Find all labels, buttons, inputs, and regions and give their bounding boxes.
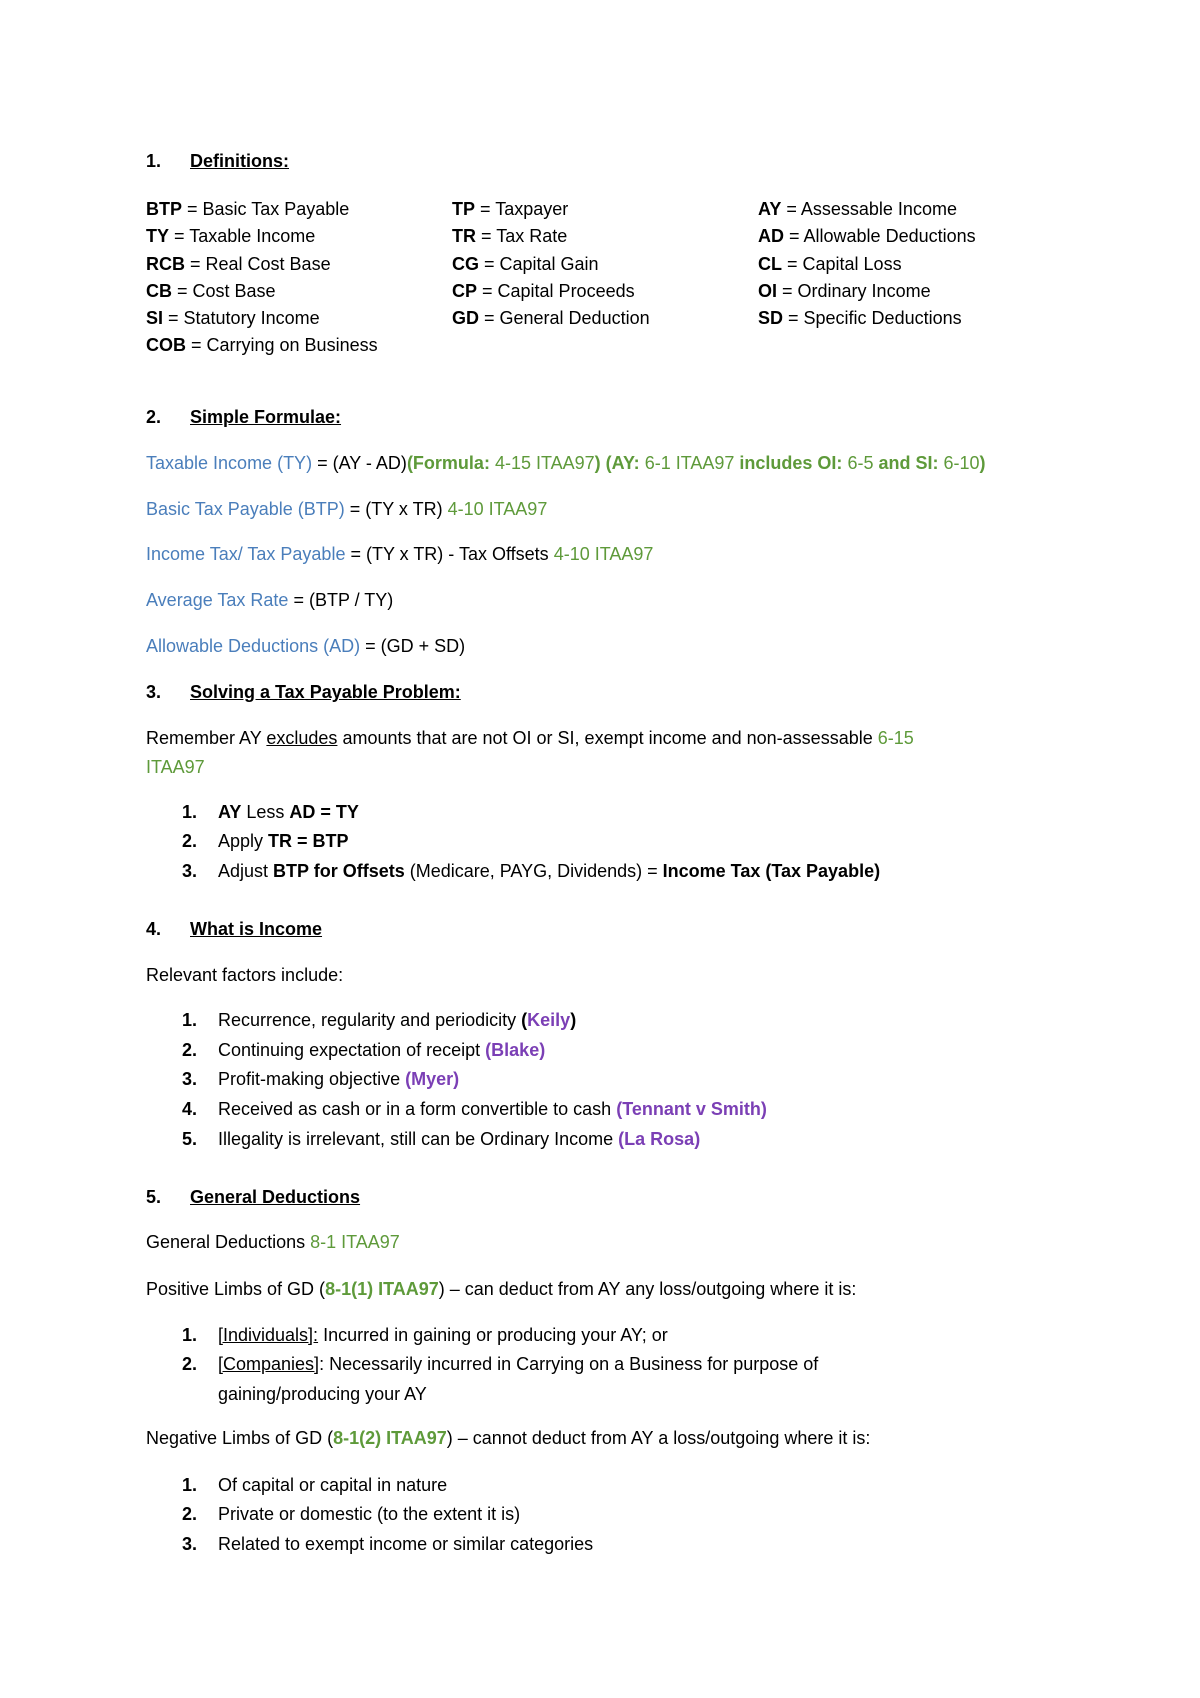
document-page: 1. Definitions: BTP = Basic Tax Payable TY = Taxable Income RCB = Real Cost Base CB = Cost Base SI = Statutory Income COB = Carrying on Business TP = Taxpayer TR = Tax Rate CG = Capital Gain CP = Capital Proceeds GD = General Deduction AY = Assessable Income AD = Allowable Deductions CL = Capital Loss OI = Ordinary Income SD = Specific Deductions 2. Simple Formulae: Taxable Income (TY) = (AY - AD)(Formula: 4-15 ITAA97) (AY: 6-1 ITAA97 includes OI: 6-5 and SI: 6-10) Basic Tax Payable (BTP) = (TY x TR) 4-10 ITAA97 Income Tax/ Tax Payable = (TY x TR) - Tax Offsets 4-10 ITAA97 Average Tax Rate = (BTP / TY) Allowable Deductions (AD) = (GD + SD) 3. Solving a Tax Payable Problem: Remember AY excludes amounts that are not OI or SI, exempt income and non-assessable 6-15 ITAA97 1. AY Less AD = TY 2. Apply TR = BTP 3. Adjust BTP for Offsets (Medicare, PAYG, Dividends) = Income Tax (Tax Payable) 4. What is Income Relevant factors include: 1. Recurrence, regularity and periodicity (Keily) 2. Continuing expectation of receipt (Blake) 3. Profit-making objective (Myer) 4. Received as cash or in a form convertible to cash (Tennant v Smith) 5. Illegality is irrelevant, still can be Ordinary Income (La Rosa) 5. General Deductions General Deductions 8-1 ITAA97 Positive Limbs of GD (8-1(1) ITAA97) – can deduct from AY any loss/outgoing where it is: 1. [Individuals]: Incurred in gaining or producing your AY; or 2. [Companies]: Necessarily incurred in Carrying on a Business for purpose of gaining/producing your AY Negative Limbs of GD (8-1(2) ITAA97) – cannot deduct from AY a loss/outgoing where it is: 1. Of capital or capital in nature 2. Private or domestic (to the extent it is) 3. Related to exempt income or similar categories (146, 151, 986, 1554)
section-2-heading (146, 407, 342, 427)
definition-item: TP = Taxpayer (452, 199, 569, 219)
section-number: 1. (146, 151, 162, 171)
definition-item: COB = Carrying on Business (146, 335, 378, 356)
definition-item: CP = Capital Proceeds (452, 280, 635, 301)
formula-average-tax-rate: Average Tax Rate = (BTP / TY) (146, 590, 394, 610)
definition-item: CB = Cost Base (146, 280, 276, 301)
section-4-heading (146, 919, 323, 939)
definitions-column-3 (758, 196, 976, 332)
section-number: 3. (146, 682, 162, 702)
paragraph-positive-limbs: Positive Limbs of GD (8-1(1) ITAA97) – can deduct from AY any loss/outgoing where it is: (146, 1279, 857, 1299)
section-number: 4. (146, 919, 162, 939)
section-title: General Deductions (190, 1187, 361, 1207)
definition-item: AD = Allowable Deductions (758, 226, 976, 247)
section-title: Definitions: (190, 151, 289, 171)
definition-item: GD = General Deduction (452, 308, 650, 329)
section-5-heading (146, 1187, 361, 1207)
definitions-column-1 (146, 196, 378, 360)
definition-item: AY = Assessable Income (758, 199, 957, 219)
section-title: Simple Formulae: (190, 407, 342, 427)
definitions-column-2 (452, 196, 650, 332)
definition-item: SD = Specific Deductions (758, 308, 962, 329)
definition-item: TY = Taxable Income (146, 226, 316, 247)
paragraph-relevant-factors: Relevant factors include: (146, 965, 344, 985)
list-item-continued: gaining/producing your AY (218, 1384, 427, 1404)
section-1-heading (146, 151, 289, 171)
definition-item: CL = Capital Loss (758, 253, 902, 274)
formula-allowable-deductions: Allowable Deductions (AD) = (GD + SD) (146, 636, 466, 656)
paragraph-remember-continued: ITAA97 (146, 757, 205, 777)
definition-item: OI = Ordinary Income (758, 280, 931, 301)
definition-item: TR = Tax Rate (452, 226, 568, 247)
definition-item: RCB = Real Cost Base (146, 253, 331, 274)
definition-item: BTP = Basic Tax Payable (146, 199, 350, 219)
section-title: What is Income (190, 919, 323, 939)
formula-basic-tax-payable: Basic Tax Payable (BTP) = (TY x TR) 4-10 ITAA97 (146, 499, 548, 519)
paragraph-general-deductions: General Deductions 8-1 ITAA97 (146, 1232, 400, 1252)
definition-item: CG = Capital Gain (452, 253, 599, 274)
section-title: Solving a Tax Payable Problem: (190, 682, 461, 702)
definition-item: SI = Statutory Income (146, 308, 320, 329)
section-number: 2. (146, 407, 162, 427)
paragraph-remember: Remember AY excludes amounts that are not OI or SI, exempt income and non-assessable 6-15 (146, 728, 914, 748)
formula-income-tax: Income Tax/ Tax Payable = (TY x TR) - Tax Offsets 4-10 ITAA97 (146, 544, 654, 564)
section-3-heading (146, 682, 461, 702)
formula-taxable-income: Taxable Income (TY) = (AY - AD)(Formula: 4-15 ITAA97) (AY: 6-1 ITAA97 includes OI: 6-5 and SI: 6-10) (146, 453, 986, 473)
paragraph-negative-limbs: Negative Limbs of GD (8-1(2) ITAA97) – cannot deduct from AY a loss/outgoing where it is: (146, 1428, 871, 1448)
section-number: 5. (146, 1187, 162, 1207)
